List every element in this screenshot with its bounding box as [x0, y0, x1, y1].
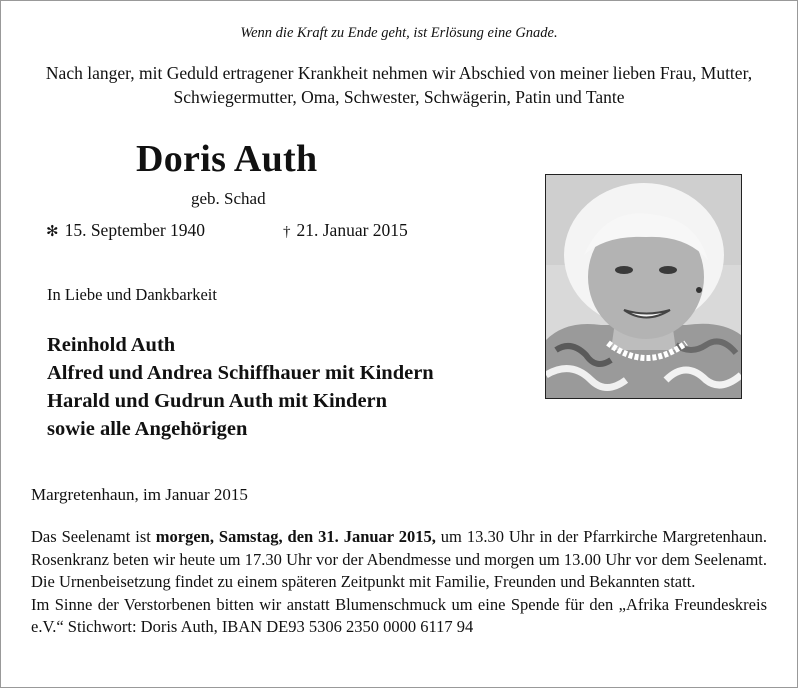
intro-text: Nach langer, mit Geduld ertragener Krankheit nehmen wir Abschied von meiner lieben Frau, Mutter, Schwiegermutter, Oma, Schwester, Schwägerin, Patin und Tante [45, 63, 753, 107]
service-date: morgen, Samstag, den 31. Januar 2015, [155, 527, 436, 546]
motto: Wenn die Kraft zu Ende geht, ist Erlösung eine Gnade. [240, 25, 558, 41]
mourners-list [47, 331, 434, 443]
gratitude-line: In Liebe und Dankbarkeit [47, 285, 217, 304]
service-info [31, 526, 767, 639]
service-text-rest: um 13.30 Uhr in der Pfarrkirche Margretenhaun. Rosenkranz beten wir heute um 17.30 Uhr vor der Abendmesse und morgen um 13.00 Uhr vor dem Seelenamt. Die Urnenbeisetzung findet zu einem späteren Zeitpunkt mit Familie, Freunden und Bekannten statt. [31, 527, 767, 591]
place-date: Margretenhaun, im Januar 2015 [31, 485, 248, 504]
birth-symbol-icon: ✻ [46, 224, 59, 240]
death-date: 21. Januar 2015 [296, 220, 408, 240]
service-paragraph [31, 526, 767, 594]
donation-paragraph: Im Sinne der Verstorbenen bitten wir anstatt Blumenschmuck um eine Spende für den „Afrika Freundeskreis e.V.“ Stichwort: Doris Auth, IBAN DE93 5306 2350 0000 6117 94 [31, 594, 767, 636]
birth-date: 15. September 1940 [64, 220, 206, 240]
mourner-item: sowie alle Angehörigen [47, 418, 248, 440]
cross-icon: † [283, 224, 291, 240]
deceased-name: Doris Auth [136, 138, 318, 180]
birth-date-line [46, 220, 205, 241]
mourner-item: Alfred und Andrea Schiffhauer mit Kindern [47, 362, 434, 384]
mourner-item: Harald und Gudrun Auth mit Kindern [47, 390, 388, 412]
portrait-photo [545, 174, 742, 399]
birth-name: geb. Schad [191, 189, 266, 208]
death-date-line [283, 220, 408, 241]
service-text-start: Das Seelenamt ist [31, 527, 156, 546]
mourner-item: Reinhold Auth [47, 334, 176, 356]
